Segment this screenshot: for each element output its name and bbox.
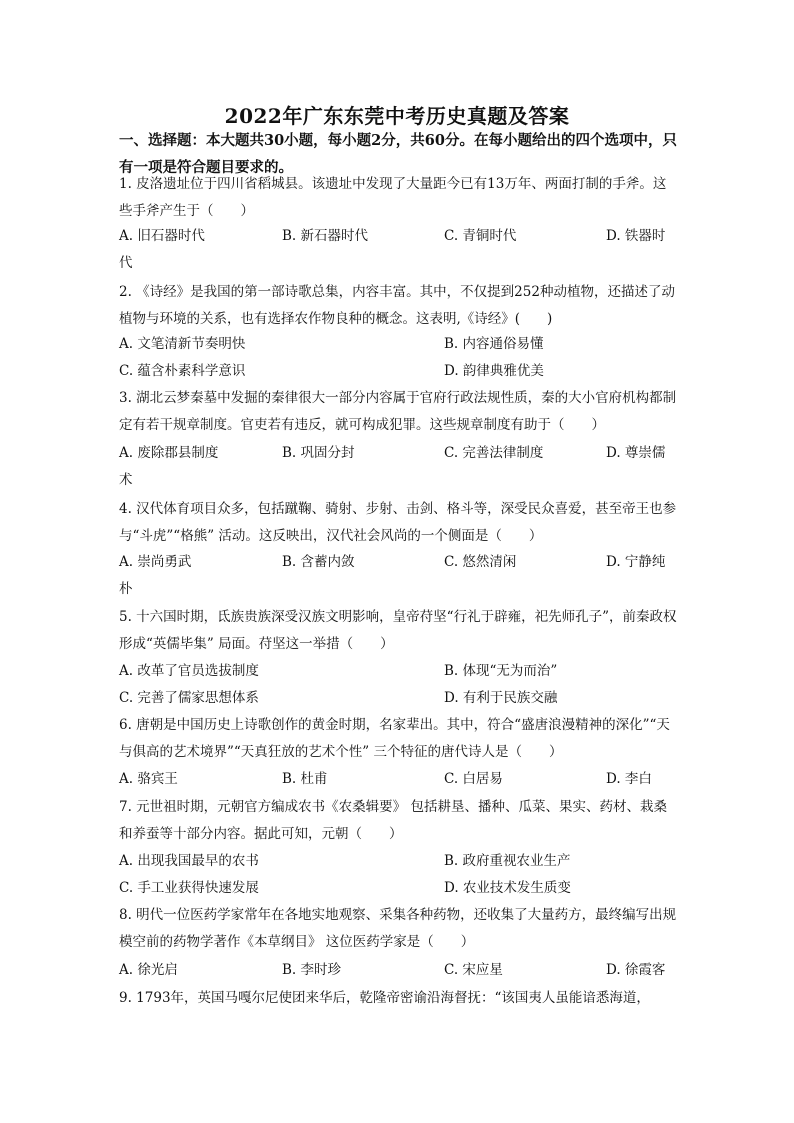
question-5-options-row1 bbox=[119, 658, 679, 685]
question-8-option-b[interactable]: B. 李时珍 bbox=[282, 962, 342, 978]
question-2-option-c[interactable]: C. 蕴含朴素科学意识 bbox=[119, 363, 246, 379]
question-5-option-a[interactable]: A. 改革了官员选拔制度 bbox=[119, 663, 259, 679]
question-7-options-row1 bbox=[119, 848, 679, 875]
question-1-option-d-wrap: 代 bbox=[119, 255, 133, 271]
question-4-options bbox=[119, 549, 679, 603]
question-9-stem: 9. 1793年，英国马嘎尔尼使团来华后，乾隆帝密谕沿海督抚：“该国夷人虽能谙悉海道， bbox=[119, 990, 650, 1006]
question-2-option-b[interactable]: B. 内容通俗易懂 bbox=[444, 336, 544, 352]
question-2-option-a[interactable]: A. 文笔清新节奏明快 bbox=[119, 336, 246, 352]
question-1-stem: 1. 皮洛遗址位于四川省稻城县。该遗址中发现了大量距今已有13万年、两面打制的手斧。这些手斧产生于（ ） bbox=[119, 176, 667, 219]
question-6-option-c[interactable]: C. 白居易 bbox=[444, 771, 503, 787]
question-2-options-row1 bbox=[119, 331, 679, 358]
question-3-option-a[interactable]: A. 废除郡县制度 bbox=[119, 445, 219, 461]
question-2-stem: 2. 《诗经》是我国的第一部诗歌总集，内容丰富。其中，不仅提到252种动植物，还描述了动植物与环境的关系，也有选择农作物良种的概念。这表明,《诗经》( ) bbox=[119, 284, 675, 327]
question-4-option-a[interactable]: A. 崇尚勇武 bbox=[119, 554, 192, 570]
question-5-option-b[interactable]: B. 体现“无为而治” bbox=[444, 663, 558, 679]
question-1-option-b[interactable]: B. 新石器时代 bbox=[282, 228, 369, 244]
question-4-stem: 4. 汉代体育项目众多，包括蹴鞠、骑射、步射、击剑、格斗等，深受民众喜爱，甚至帝王也参与“斗虎”“格熊” 活动。这反映出，汉代社会风尚的一个侧面是（ ） bbox=[119, 501, 677, 544]
question-7-option-a[interactable]: A. 出现我国最早的农书 bbox=[119, 853, 259, 869]
question-8-options bbox=[119, 957, 679, 984]
question-7-stem: 7. 元世祖时期，元朝官方编成农书《农桑辑要》 包括耕垦、播种、瓜菜、果实、药材、栽桑和养蚕等十部分内容。据此可知，元朝（ ） bbox=[119, 799, 667, 842]
question-5-option-c[interactable]: C. 完善了儒家思想体系 bbox=[119, 690, 259, 706]
question-6-option-b[interactable]: B. 杜甫 bbox=[282, 771, 328, 787]
question-6-stem: 6. 唐朝是中国历史上诗歌创作的黄金时期，名家辈出。其中，符合“盛唐浪漫精神的深化”“天与俱高的艺术境界”“天真狂放的艺术个性” 三个特征的唐代诗人是（ ） bbox=[119, 717, 670, 760]
question-8-option-d[interactable]: D. 徐霞客 bbox=[606, 962, 666, 978]
question-6-option-a[interactable]: A. 骆宾王 bbox=[119, 771, 178, 787]
question-3-option-d[interactable]: D. 尊崇儒 bbox=[606, 445, 666, 461]
question-7-option-c[interactable]: C. 手工业获得快速发展 bbox=[119, 880, 259, 896]
question-2-options-row2 bbox=[119, 358, 679, 385]
question-4-option-c[interactable]: C. 悠然清闲 bbox=[444, 554, 517, 570]
question-2-option-d[interactable]: D. 韵律典雅优美 bbox=[444, 363, 544, 379]
question-3-stem: 3. 湖北云梦秦墓中发掘的秦律很大一部分内容属于官府行政法规性质，秦的大小官府机构都制定有若干规章制度。官吏若有违反，就可构成犯罪。这些规章制度有助于（ ） bbox=[119, 390, 677, 433]
question-7-option-d[interactable]: D. 农业技术发生质变 bbox=[444, 880, 571, 896]
question-5-stem: 5. 十六国时期，氐族贵族深受汉族文明影响，皇帝苻坚“行礼于辟雍，祀先师孔子”，前秦政权形成“英儒毕集” 局面。苻坚这一举措（ ） bbox=[119, 609, 677, 652]
question-6-option-d[interactable]: D. 李白 bbox=[606, 771, 652, 787]
question-5-options-row2 bbox=[119, 685, 679, 712]
question-7-option-b[interactable]: B. 政府重视农业生产 bbox=[444, 853, 571, 869]
question-1-option-d[interactable]: D. 铁器时 bbox=[606, 228, 666, 244]
question-3-option-b[interactable]: B. 巩固分封 bbox=[282, 445, 355, 461]
question-3-options bbox=[119, 440, 679, 494]
section-heading: 一、选择题：本大题共30小题，每小题2分，共60分。在每小题给出的四个选项中，只有一项是符合题目要求的。 bbox=[119, 132, 677, 176]
question-4-option-b[interactable]: B. 含蓄内敛 bbox=[282, 554, 355, 570]
question-4-option-d[interactable]: D. 宁静纯 bbox=[606, 554, 666, 570]
question-3-option-c[interactable]: C. 完善法律制度 bbox=[444, 445, 544, 461]
question-5-option-d[interactable]: D. 有利于民族交融 bbox=[444, 690, 558, 706]
question-1-option-a[interactable]: A. 旧石器时代 bbox=[119, 228, 205, 244]
question-8-option-a[interactable]: A. 徐光启 bbox=[119, 962, 178, 978]
question-4-option-d-wrap: 朴 bbox=[119, 581, 133, 597]
page-title: 2022年广东东莞中考历史真题及答案 bbox=[224, 104, 570, 128]
question-6-options bbox=[119, 766, 679, 793]
question-1-options bbox=[119, 223, 679, 277]
question-8-option-c[interactable]: C. 宋应星 bbox=[444, 962, 503, 978]
question-3-option-d-wrap: 术 bbox=[119, 472, 133, 488]
question-8-stem: 8. 明代一位医药学家常年在各地实地观察、采集各种药物，还收集了大量药方，最终编写出规模空前的药物学著作《本草纲目》 这位医药学家是（ ） bbox=[119, 907, 677, 950]
question-1-option-c[interactable]: C. 青铜时代 bbox=[444, 228, 517, 244]
question-7-options-row2 bbox=[119, 875, 679, 902]
